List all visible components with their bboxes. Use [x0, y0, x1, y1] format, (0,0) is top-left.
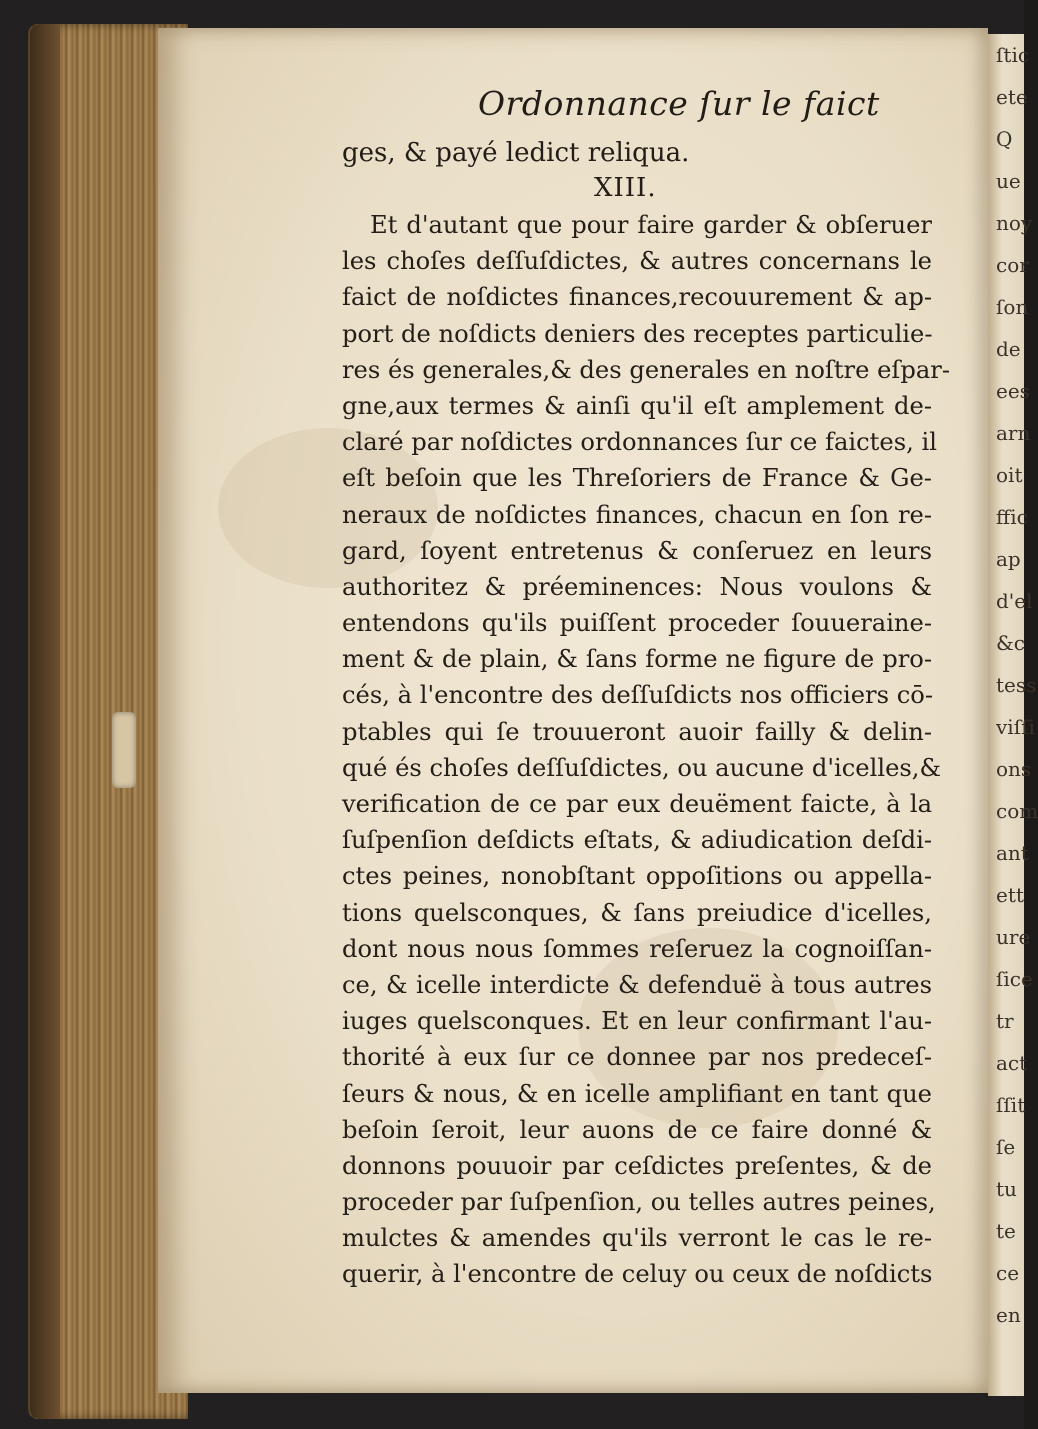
- adjacent-page-fragment: ant: [996, 841, 1029, 865]
- text-line: donnons pouuoir par ceſdictes preſentes, & de: [342, 1151, 932, 1180]
- adjacent-page-fragment: te: [996, 1219, 1016, 1243]
- text-line: querir, à l'encontre de celuy ou ceux de noſdicts: [342, 1260, 933, 1289]
- adjacent-page-fragment: ſſit: [996, 1093, 1026, 1117]
- adjacent-page-fragment: ett: [996, 883, 1024, 907]
- adjacent-page-fragment: d'el: [996, 589, 1033, 613]
- adjacent-page-fragment: ſe: [996, 1135, 1016, 1159]
- text-line: ment & de plain, & ſans forme ne figure de pro-: [342, 645, 932, 674]
- adjacent-page-fragment: ees: [996, 379, 1030, 403]
- adjacent-page-fragment: ffic: [996, 505, 1028, 529]
- text-line: entendons qu'ils puiſſent proceder ſouueraine-: [342, 609, 932, 638]
- text-line: iuges quelsconques. Et en leur confirmant l'au-: [342, 1007, 932, 1036]
- adjacent-page-edge: [988, 34, 1038, 1396]
- adjacent-page-fragment: noy: [996, 211, 1033, 235]
- adjacent-page-fragment: arn: [996, 421, 1031, 445]
- adjacent-page-fragment: ap: [996, 547, 1021, 571]
- text-line: ce, & icelle interdicte & defenduë à tous autres: [342, 970, 932, 999]
- adjacent-page-fragment: ce: [996, 1261, 1020, 1285]
- text-line: thorité à eux ſur ce donnee par nos predeceſ-: [342, 1043, 932, 1072]
- text-line: port de noſdicts deniers des receptes particulie-: [342, 319, 933, 348]
- text-line: claré par noſdictes ordonnances ſur ce faictes, il: [342, 428, 937, 457]
- text-line: verification de ce par eux deuëment faicte, à la: [342, 790, 932, 818]
- text-line: ptables qui ſe trouueront auoir failly & delin-: [342, 717, 932, 746]
- adjacent-page-fragment: viſſi: [996, 715, 1035, 739]
- adjacent-page-fragment: com: [996, 799, 1038, 823]
- text-line: ſeurs & nous, & en icelle amplifiant en tant que: [342, 1079, 932, 1108]
- text-line: res és generales,& des generales en noſtre eſpar-: [342, 355, 951, 384]
- adjacent-page-fragment: cor: [996, 253, 1029, 277]
- text-line: gne,aux termes & ainſi qu'il eſt amplement de-: [342, 391, 932, 420]
- text-line: neraux de noſdictes finances, chacun en ſon re-: [342, 500, 932, 529]
- text-line: qué és choſes deſſuſdictes, ou aucune d'icelles,&: [342, 753, 942, 782]
- text-line: Et d'autant que pour faire garder & obſeruer: [370, 211, 932, 239]
- adjacent-page-fragment: oit: [996, 463, 1023, 487]
- text-line: dont nous nous ſommes reſeruez la cognoiſſan-: [342, 934, 932, 963]
- text-line: faict de noſdictes finances,recouurement & ap-: [342, 283, 932, 312]
- text-line: tions quelsconques, & ſans preiudice d'icelles,: [342, 898, 932, 927]
- adjacent-page-fragment: ons: [996, 757, 1032, 781]
- book-binding: [30, 24, 60, 1419]
- text-line: beſoin ſeroit, leur auons de ce faire donné &: [342, 1115, 932, 1144]
- text-line: gard, ſoyent entretenus & conſeruez en leurs: [342, 536, 932, 565]
- adjacent-page-fragment: ſon: [996, 295, 1029, 319]
- adjacent-page-fragment: Q: [996, 127, 1013, 151]
- adjacent-page-fragment: act: [996, 1051, 1028, 1075]
- adjacent-page-fragment: ete: [996, 85, 1028, 109]
- running-head: Ordonnance ſur le faict: [478, 84, 880, 123]
- adjacent-page-fragment: tu: [996, 1177, 1017, 1201]
- adjacent-page-fragment: tess: [996, 673, 1037, 697]
- text-line: mulctes & amendes qu'ils verront le cas le re-: [342, 1224, 932, 1253]
- text-line: proceder par ſuſpenſion, ou telles autres peines,: [342, 1188, 936, 1217]
- adjacent-page-fragment: ſice: [996, 967, 1033, 991]
- clasp-tab: [112, 712, 136, 788]
- text-line: ctes peines, nonobſtant oppoſitions ou appella-: [342, 862, 932, 891]
- adjacent-page-fragment: ſtic: [996, 43, 1030, 67]
- adjacent-page-fragment: de: [996, 337, 1021, 361]
- adjacent-page-fragment: en: [996, 1303, 1021, 1327]
- text-line: eſt beſoin que les Threſoriers de France & Ge-: [342, 464, 932, 493]
- text-line: authoritez & préeminences: Nous voulons &: [342, 572, 932, 601]
- section-number: XIII.: [594, 173, 657, 203]
- adjacent-page-fragment: ure: [996, 925, 1031, 949]
- adjacent-page-fragment: tr: [996, 1009, 1014, 1033]
- continuation-line: ges, & payé ledict reliqua.: [342, 138, 690, 168]
- text-line: les choſes deſſuſdictes, & autres concernans le: [342, 247, 932, 276]
- text-line: ſuſpenſion deſdicts eſtats, & adiudication deſdi-: [342, 826, 932, 855]
- adjacent-page-fragment: ue: [996, 169, 1021, 193]
- body-text: [342, 207, 951, 1293]
- adjacent-page-fragment: &c: [996, 631, 1026, 655]
- text-line: cés, à l'encontre des deſſuſdicts nos officiers cō-: [342, 681, 933, 710]
